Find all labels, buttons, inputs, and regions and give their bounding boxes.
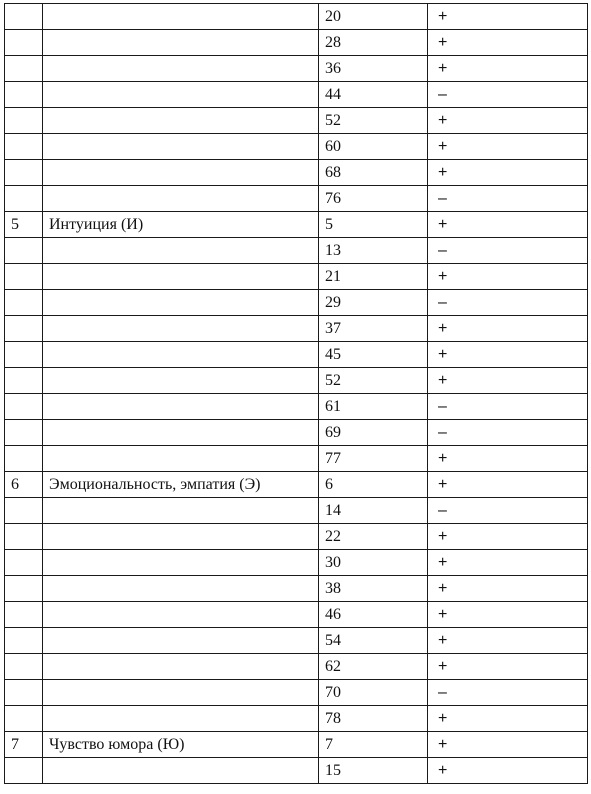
scale-number-cell bbox=[5, 550, 43, 576]
item-number-cell: 61 bbox=[319, 394, 428, 420]
key-sign-cell: + bbox=[428, 4, 588, 30]
table-row bbox=[5, 316, 588, 342]
scale-name-cell bbox=[43, 264, 319, 290]
item-number-cell: 54 bbox=[319, 628, 428, 654]
key-sign-cell: + bbox=[428, 576, 588, 602]
item-number-cell: 76 bbox=[319, 186, 428, 212]
key-sign-cell: + bbox=[428, 706, 588, 732]
scale-number-cell: 7 bbox=[5, 732, 43, 758]
scale-name-cell bbox=[43, 394, 319, 420]
scale-name-cell bbox=[43, 628, 319, 654]
table-row bbox=[5, 732, 588, 758]
item-number-cell: 78 bbox=[319, 706, 428, 732]
key-sign-cell: – bbox=[428, 394, 588, 420]
scale-number-cell bbox=[5, 758, 43, 784]
scale-name-cell bbox=[43, 602, 319, 628]
scale-name-cell bbox=[43, 108, 319, 134]
scale-name-cell: Интуиция (И) bbox=[43, 212, 319, 238]
item-number-cell: 28 bbox=[319, 30, 428, 56]
scale-name-cell bbox=[43, 420, 319, 446]
scale-number-cell bbox=[5, 342, 43, 368]
key-sign-cell: – bbox=[428, 290, 588, 316]
key-sign-cell: – bbox=[428, 498, 588, 524]
scale-number-cell bbox=[5, 82, 43, 108]
item-number-cell: 44 bbox=[319, 82, 428, 108]
table-row bbox=[5, 706, 588, 732]
scale-number-cell bbox=[5, 108, 43, 134]
scale-name-cell bbox=[43, 56, 319, 82]
scale-number-cell bbox=[5, 576, 43, 602]
key-sign-cell: + bbox=[428, 160, 588, 186]
scale-number-cell bbox=[5, 4, 43, 30]
key-sign-cell: + bbox=[428, 316, 588, 342]
item-number-cell: 45 bbox=[319, 342, 428, 368]
item-number-cell: 77 bbox=[319, 446, 428, 472]
table-row bbox=[5, 290, 588, 316]
key-sign-cell: – bbox=[428, 680, 588, 706]
key-sign-cell: + bbox=[428, 472, 588, 498]
key-sign-cell: + bbox=[428, 342, 588, 368]
item-number-cell: 7 bbox=[319, 732, 428, 758]
scale-number-cell bbox=[5, 420, 43, 446]
scale-name-cell bbox=[43, 446, 319, 472]
key-sign-cell: + bbox=[428, 550, 588, 576]
item-number-cell: 6 bbox=[319, 472, 428, 498]
scale-name-cell bbox=[43, 368, 319, 394]
item-number-cell: 30 bbox=[319, 550, 428, 576]
scale-name-cell bbox=[43, 160, 319, 186]
table-row bbox=[5, 264, 588, 290]
answer-key-sheet bbox=[4, 3, 587, 784]
key-sign-cell: + bbox=[428, 758, 588, 784]
key-sign-cell: + bbox=[428, 264, 588, 290]
table-row bbox=[5, 160, 588, 186]
scale-name-cell: Чувство юмора (Ю) bbox=[43, 732, 319, 758]
scale-name-cell bbox=[43, 238, 319, 264]
scale-number-cell: 5 bbox=[5, 212, 43, 238]
table-row bbox=[5, 108, 588, 134]
scale-number-cell bbox=[5, 602, 43, 628]
table-row bbox=[5, 56, 588, 82]
key-sign-cell: + bbox=[428, 732, 588, 758]
scale-number-cell bbox=[5, 316, 43, 342]
item-number-cell: 69 bbox=[319, 420, 428, 446]
table-row bbox=[5, 342, 588, 368]
key-sign-cell: + bbox=[428, 108, 588, 134]
key-sign-cell: – bbox=[428, 82, 588, 108]
scale-name-cell bbox=[43, 316, 319, 342]
item-number-cell: 13 bbox=[319, 238, 428, 264]
scale-name-cell bbox=[43, 654, 319, 680]
table-row bbox=[5, 4, 588, 30]
table-row bbox=[5, 602, 588, 628]
item-number-cell: 22 bbox=[319, 524, 428, 550]
item-number-cell: 38 bbox=[319, 576, 428, 602]
item-number-cell: 29 bbox=[319, 290, 428, 316]
scale-name-cell: Эмоциональность, эмпатия (Э) bbox=[43, 472, 319, 498]
table-row bbox=[5, 394, 588, 420]
scale-name-cell bbox=[43, 82, 319, 108]
key-sign-cell: + bbox=[428, 602, 588, 628]
table-row bbox=[5, 524, 588, 550]
table-row bbox=[5, 186, 588, 212]
table-row bbox=[5, 446, 588, 472]
item-number-cell: 62 bbox=[319, 654, 428, 680]
table-row bbox=[5, 654, 588, 680]
key-sign-cell: – bbox=[428, 238, 588, 264]
key-sign-cell: + bbox=[428, 446, 588, 472]
scale-number-cell bbox=[5, 498, 43, 524]
scale-number-cell bbox=[5, 186, 43, 212]
scale-name-cell bbox=[43, 550, 319, 576]
answer-key-table bbox=[4, 3, 588, 784]
key-sign-cell: + bbox=[428, 368, 588, 394]
scale-number-cell bbox=[5, 290, 43, 316]
table-row bbox=[5, 368, 588, 394]
item-number-cell: 15 bbox=[319, 758, 428, 784]
scale-number-cell bbox=[5, 524, 43, 550]
item-number-cell: 5 bbox=[319, 212, 428, 238]
scale-name-cell bbox=[43, 498, 319, 524]
table-row bbox=[5, 472, 588, 498]
table-row bbox=[5, 134, 588, 160]
scale-number-cell bbox=[5, 368, 43, 394]
scale-name-cell bbox=[43, 4, 319, 30]
table-row bbox=[5, 82, 588, 108]
key-sign-cell: + bbox=[428, 30, 588, 56]
key-sign-cell: + bbox=[428, 628, 588, 654]
table-row bbox=[5, 30, 588, 56]
item-number-cell: 46 bbox=[319, 602, 428, 628]
item-number-cell: 60 bbox=[319, 134, 428, 160]
scale-number-cell bbox=[5, 446, 43, 472]
item-number-cell: 21 bbox=[319, 264, 428, 290]
item-number-cell: 37 bbox=[319, 316, 428, 342]
item-number-cell: 14 bbox=[319, 498, 428, 524]
table-row bbox=[5, 550, 588, 576]
scale-name-cell bbox=[43, 342, 319, 368]
scale-number-cell: 6 bbox=[5, 472, 43, 498]
scale-number-cell bbox=[5, 628, 43, 654]
scale-name-cell bbox=[43, 706, 319, 732]
table-row bbox=[5, 238, 588, 264]
scale-name-cell bbox=[43, 134, 319, 160]
scale-number-cell bbox=[5, 680, 43, 706]
table-row bbox=[5, 758, 588, 784]
table-row bbox=[5, 212, 588, 238]
item-number-cell: 20 bbox=[319, 4, 428, 30]
key-sign-cell: – bbox=[428, 186, 588, 212]
item-number-cell: 36 bbox=[319, 56, 428, 82]
scale-number-cell bbox=[5, 30, 43, 56]
key-sign-cell: + bbox=[428, 654, 588, 680]
scale-number-cell bbox=[5, 394, 43, 420]
answer-key-table-body bbox=[5, 4, 588, 784]
item-number-cell: 70 bbox=[319, 680, 428, 706]
key-sign-cell: + bbox=[428, 212, 588, 238]
scale-number-cell bbox=[5, 134, 43, 160]
scale-number-cell bbox=[5, 160, 43, 186]
item-number-cell: 52 bbox=[319, 108, 428, 134]
scale-number-cell bbox=[5, 238, 43, 264]
item-number-cell: 52 bbox=[319, 368, 428, 394]
scale-name-cell bbox=[43, 186, 319, 212]
key-sign-cell: – bbox=[428, 420, 588, 446]
table-row bbox=[5, 628, 588, 654]
scale-number-cell bbox=[5, 706, 43, 732]
key-sign-cell: + bbox=[428, 524, 588, 550]
scale-number-cell bbox=[5, 56, 43, 82]
table-row bbox=[5, 498, 588, 524]
key-sign-cell: + bbox=[428, 56, 588, 82]
scale-name-cell bbox=[43, 290, 319, 316]
scale-name-cell bbox=[43, 576, 319, 602]
table-row bbox=[5, 680, 588, 706]
scale-number-cell bbox=[5, 264, 43, 290]
scale-name-cell bbox=[43, 524, 319, 550]
scale-name-cell bbox=[43, 758, 319, 784]
scale-name-cell bbox=[43, 680, 319, 706]
item-number-cell: 68 bbox=[319, 160, 428, 186]
table-row bbox=[5, 420, 588, 446]
scale-number-cell bbox=[5, 654, 43, 680]
table-row bbox=[5, 576, 588, 602]
scale-name-cell bbox=[43, 30, 319, 56]
key-sign-cell: + bbox=[428, 134, 588, 160]
